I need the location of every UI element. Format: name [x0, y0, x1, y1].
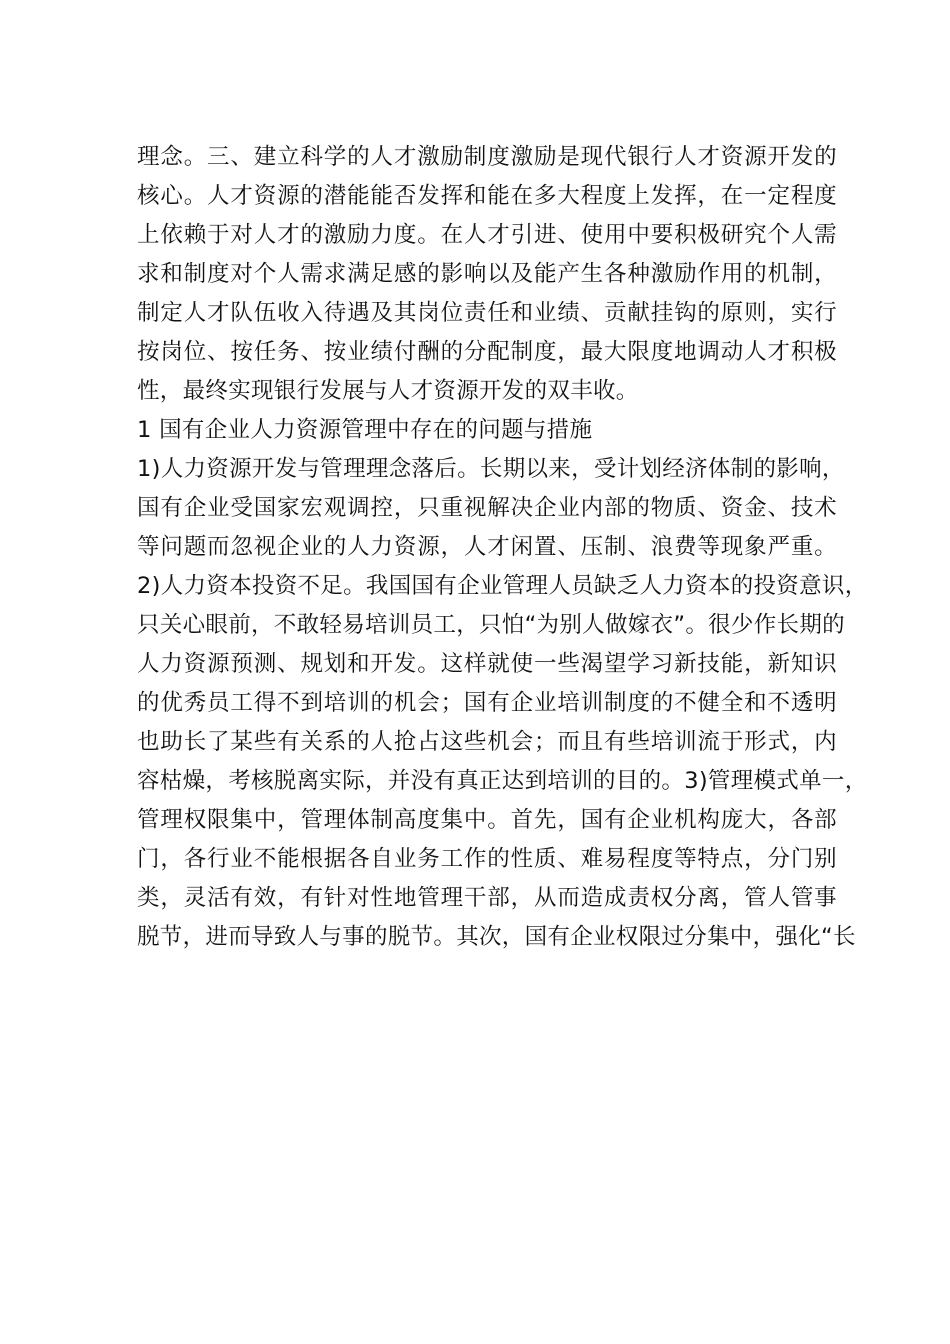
text-line: 管理权限集中，管理体制高度集中。首先，国有企业机构庞大，各部 [137, 807, 837, 833]
text-line: 人力资源预测、规划和开发。这样就使一些渴望学习新技能，新知识 [137, 651, 837, 677]
text-line: 脱节，进而导致人与事的脱节。其次，国有企业权限过分集中，强化“长 [137, 924, 856, 950]
text-line: 制定人才队伍收入待遇及其岗位责任和业绩、贡献挂钩的原则，实行 [137, 300, 837, 326]
text-line: 也助长了某些有关系的人抢占这些机会；而且有些培训流于形式，内 [137, 729, 837, 755]
text-line: 门，各行业不能根据各自业务工作的性质、难易程度等特点，分门别 [137, 846, 837, 872]
text-line: 的优秀员工得不到培训的机会；国有企业培训制度的不健全和不透明 [137, 690, 837, 716]
text-line: 核心。人才资源的潜能能否发挥和能在多大程度上发挥，在一定程度 [137, 183, 837, 209]
text-line: 等问题而忽视企业的人力资源，人才闲置、压制、浪费等现象严重。 [137, 534, 837, 560]
text-line: 理念。三、建立科学的人才激励制度激励是现代银行人才资源开发的 [137, 144, 837, 170]
text-line: 上依赖于对人才的激励力度。在人才引进、使用中要积极研究个人需 [137, 222, 837, 248]
text-line: 类，灵活有效，有针对性地管理干部，从而造成责权分离，管人管事 [137, 885, 837, 911]
text-line: 按岗位、按任务、按业绩付酬的分配制度，最大限度地调动人才积极 [137, 339, 837, 365]
body-text [137, 138, 868, 957]
text-line: 容枯燥，考核脱离实际，并没有真正达到培训的目的。3)管理模式单一， [137, 768, 868, 794]
text-line: 1)人力资源开发与管理理念落后。长期以来，受计划经济体制的影响， [137, 456, 845, 482]
text-line: 2)人力资本投资不足。我国国有企业管理人员缺乏人力资本的投资意识， [137, 573, 868, 599]
section-heading: 1 国有企业人力资源管理中存在的问题与措施 [137, 417, 593, 443]
text-line: 性，最终实现银行发展与人才资源开发的双丰收。 [137, 378, 639, 404]
text-line: 求和制度对个人需求满足感的影响以及能产生各种激励作用的机制， [137, 261, 837, 287]
text-line: 国有企业受国家宏观调控，只重视解决企业内部的物质、资金、技术 [137, 495, 837, 521]
text-line: 只关心眼前，不敢轻易培训员工，只怕“为别人做嫁衣”。很少作长期的 [137, 612, 845, 638]
